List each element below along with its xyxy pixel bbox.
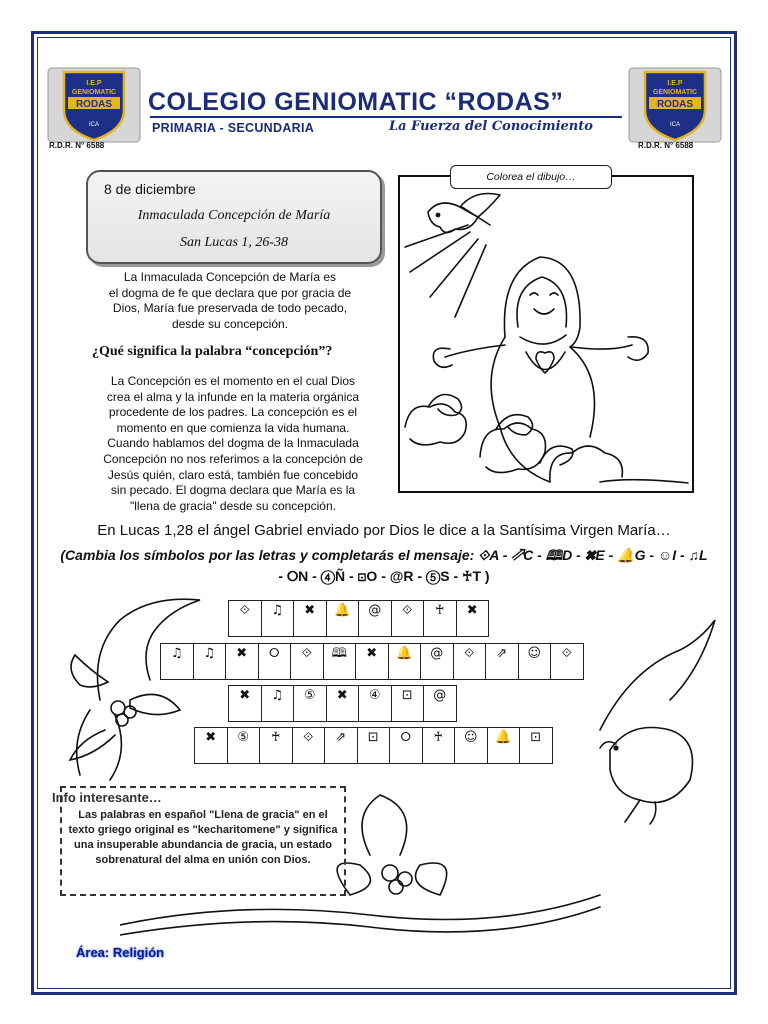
puzzle-cell[interactable]: ⭘ <box>258 643 292 680</box>
logo-right-line4: ICA <box>669 122 681 128</box>
puzzle-cell[interactable]: ♫ <box>261 685 295 722</box>
puzzle-cell[interactable]: ✖ <box>456 600 490 637</box>
feast-name: Inmaculada Concepción de María <box>137 208 331 223</box>
puzzle-cell[interactable]: ⟐ <box>290 643 324 680</box>
puzzle-cell[interactable]: ⇗ <box>324 727 358 764</box>
puzzle-cell[interactable]: ✖ <box>355 643 389 680</box>
cipher-key-line2: - ⭘N - ④Ñ - ⊡O - @R - ⑤S - ♰T ) <box>278 568 490 584</box>
puzzle-cell[interactable]: 🔔 <box>326 600 360 637</box>
puzzle-cell[interactable]: @ <box>358 600 392 637</box>
coloring-instruction: Colorea el dibujo… <box>450 165 612 189</box>
school-logo-left <box>46 66 142 144</box>
subject-area: Área: Religión <box>76 945 165 960</box>
puzzle-cell[interactable]: ✖ <box>326 685 360 722</box>
feast-date: 8 de diciembre <box>104 181 196 197</box>
puzzle-cell[interactable]: ✖ <box>194 727 228 764</box>
school-logo-right <box>627 66 723 144</box>
puzzle-cell[interactable]: 🔔 <box>388 643 422 680</box>
intro-paragraph: La Inmaculada Concepción de María es el dogma de fe que declara que por gracia de Dios, María fue preservada de todo pecado, desde su concepción. <box>108 270 352 331</box>
puzzle-cell[interactable]: ✖ <box>225 643 259 680</box>
puzzle-cell[interactable]: ♫ <box>160 643 194 680</box>
puzzle-cell[interactable]: ♫ <box>193 643 227 680</box>
puzzle-cell[interactable]: @ <box>423 685 457 722</box>
question-heading: ¿Qué significa la palabra “concepción”? <box>92 344 333 359</box>
logo-right-line1: I.E.P <box>667 80 683 87</box>
puzzle-cell[interactable]: ☺ <box>518 643 552 680</box>
explanation-paragraph: La Concepción es el momento en el cual Dios crea el alma y la infunde en la materia orgánica procedente de los padres. La concepción es el momento en que comienza la vida humana. Cuando hablamos del dogma de la Inmaculada Concepción no nos referimos a la concepción de Jesús quién, claro está, también fue concebido sin pecado. El dogma declara que María es la "llena de gracia" desde su concepción. <box>103 374 363 513</box>
puzzle-cell[interactable]: ④ <box>358 685 392 722</box>
rdr-right: R.D.R. N° 6588 <box>638 141 694 150</box>
puzzle-cell[interactable]: ✖ <box>228 685 262 722</box>
date-card <box>86 170 382 264</box>
puzzle-cell[interactable]: ☺ <box>454 727 488 764</box>
gospel-reference: San Lucas 1, 26-38 <box>179 235 289 250</box>
puzzle-cell[interactable]: ⭘ <box>389 727 423 764</box>
mary-illustration <box>400 177 692 491</box>
puzzle-row-3 <box>229 685 457 722</box>
school-motto: La Fuerza del Conocimiento <box>389 119 593 134</box>
puzzle-cell[interactable]: ⊡ <box>357 727 391 764</box>
puzzle-cell[interactable]: ⟐ <box>292 727 326 764</box>
puzzle-cell[interactable]: ♫ <box>261 600 295 637</box>
logo-left-line1: I.E.P <box>86 80 102 87</box>
title-divider <box>150 116 622 118</box>
logo-left-line3: RODAS <box>75 99 113 110</box>
info-title: Info interesante… <box>52 790 162 805</box>
puzzle-row-1 <box>229 600 489 637</box>
logo-left-line2: GENIOMATIC <box>71 89 117 96</box>
puzzle-cell[interactable]: ♰ <box>259 727 293 764</box>
puzzle-cell[interactable]: ⟐ <box>391 600 425 637</box>
puzzle-cell[interactable]: ⑤ <box>227 727 261 764</box>
logo-right-line2: GENIOMATIC <box>652 89 698 96</box>
coloring-drawing <box>398 175 694 493</box>
puzzle-row-4 <box>195 727 553 764</box>
puzzle-row-2 <box>161 643 584 680</box>
puzzle-cell[interactable]: ⟐ <box>228 600 262 637</box>
puzzle-cell[interactable]: @ <box>420 643 454 680</box>
school-levels: PRIMARIA - SECUNDARIA <box>152 121 315 135</box>
logo-right-line3: RODAS <box>656 99 694 110</box>
school-title: COLEGIO GENIOMATIC “RODAS” <box>148 88 564 116</box>
message-intro: En Lucas 1,28 el ángel Gabriel enviado por Dios le dice a la Santísima Virgen María… <box>97 522 671 539</box>
puzzle-cell[interactable]: ⑤ <box>293 685 327 722</box>
puzzle-cell[interactable]: ⊡ <box>391 685 425 722</box>
puzzle-cell[interactable]: ⟐ <box>550 643 584 680</box>
puzzle-cell[interactable]: ♰ <box>422 727 456 764</box>
logo-left-line4: ICA <box>88 122 100 128</box>
puzzle-cell[interactable]: ⟐ <box>453 643 487 680</box>
puzzle-cell[interactable]: ✖ <box>293 600 327 637</box>
puzzle-cell[interactable]: ⇗ <box>485 643 519 680</box>
puzzle-cell[interactable]: ⊡ <box>519 727 553 764</box>
info-text: Las palabras en español "Llena de gracia" en el texto griego original es "kecharitomene" y significa una insuperable abundancia de gracia, un estado sobrenatural del alma en unión con Dios. <box>68 809 338 866</box>
cipher-key-line1: (Cambia los símbolos por las letras y completarás el mensaje: ⟐A - ⇗C - 🕮D - ✖E - 🔔G - ☺I - ♫L <box>60 547 708 563</box>
puzzle-cell[interactable]: 🕮 <box>323 643 357 680</box>
rdr-left: R.D.R. N° 6588 <box>49 141 105 150</box>
puzzle-cell[interactable]: 🔔 <box>487 727 521 764</box>
puzzle-cell[interactable]: ♰ <box>423 600 457 637</box>
